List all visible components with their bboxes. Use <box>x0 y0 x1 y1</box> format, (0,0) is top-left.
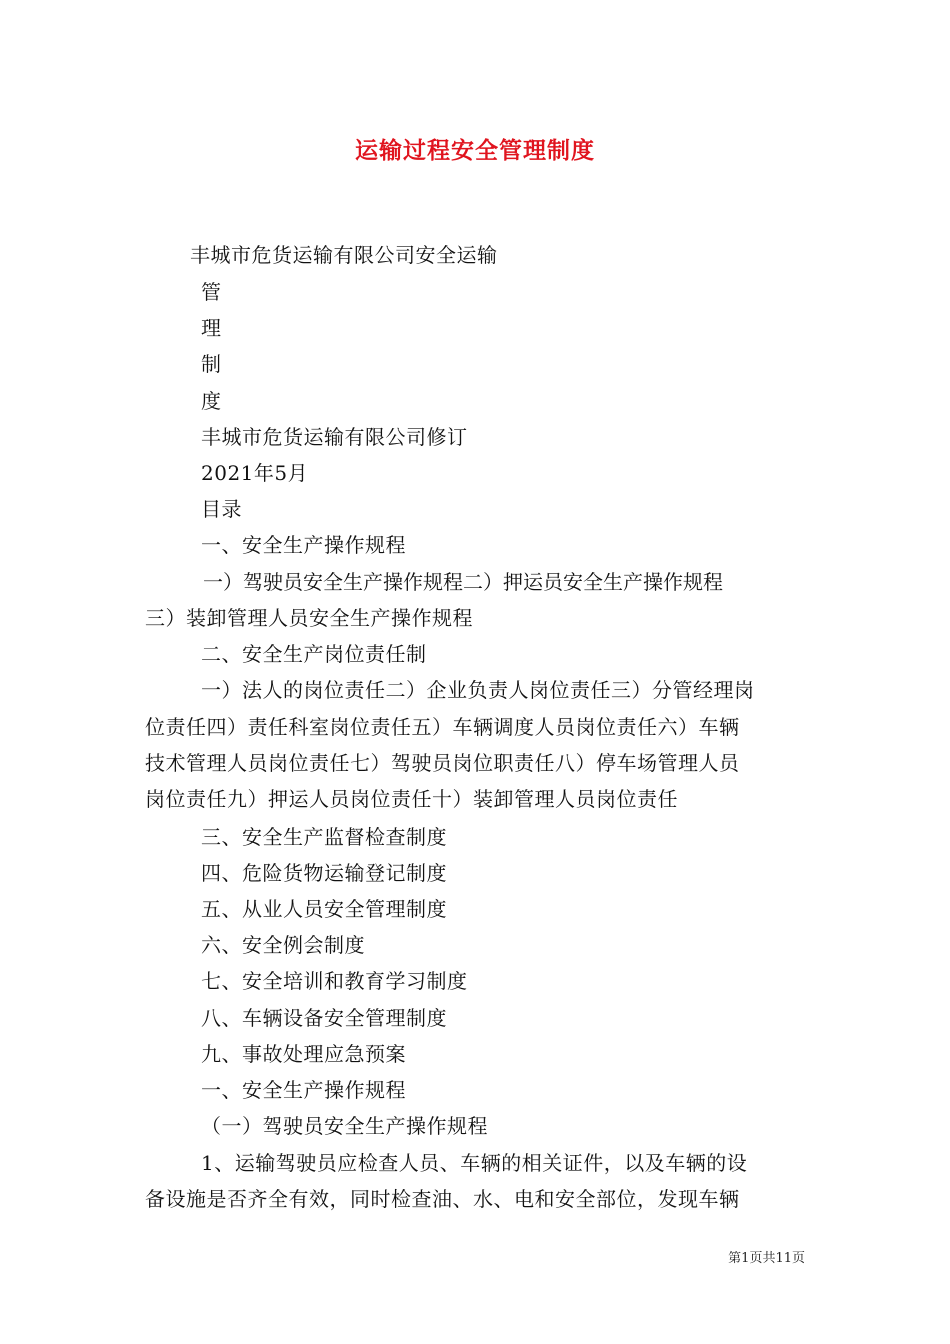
body-paragraph-line: 备设施是否齐全有效，同时检查油、水、电和安全部位，发现车辆 <box>145 1187 740 1211</box>
vertical-char-2: 理 <box>201 316 222 340</box>
toc-paragraph-line <box>203 570 806 594</box>
vertical-char-1: 管 <box>201 280 222 304</box>
toc-paragraph-line: 一）法人的岗位责任二）企业负责人岗位责任三）分管经理岗 <box>201 678 755 702</box>
toc-item: 九、事故处理应急预案 <box>201 1042 406 1066</box>
toc-item: 七、安全培训和教育学习制度 <box>201 969 468 993</box>
page-number: 第1页共11页 <box>728 1251 805 1266</box>
subsection-heading: （一）驾驶员安全生产操作规程 <box>201 1114 488 1138</box>
toc-item: 二、安全生产岗位责任制 <box>201 642 427 666</box>
document-title: 运输过程安全管理制度 <box>355 137 595 164</box>
toc-paragraph-line: 岗位责任九）押运人员岗位责任十）装卸管理人员岗位责任 <box>145 787 678 811</box>
toc-item: 八、车辆设备安全管理制度 <box>201 1006 447 1030</box>
vertical-char-4: 度 <box>201 389 222 413</box>
toc-text: 一）驾驶员安全生产操作规程二）押运员安全生产操作规程 <box>203 570 723 594</box>
toc-item: 三、安全生产监督检查制度 <box>201 825 447 849</box>
section-heading: 一、安全生产操作规程 <box>201 1078 406 1102</box>
company-heading: 丰城市危货运输有限公司安全运输 <box>190 243 498 267</box>
toc-item: 六、安全例会制度 <box>201 933 365 957</box>
toc-item: 一、安全生产操作规程 <box>201 533 406 557</box>
toc-item: 四、危险货物运输登记制度 <box>201 861 447 885</box>
toc-paragraph-line: 位责任四）责任科室岗位责任五）车辆调度人员岗位责任六）车辆 <box>145 715 740 739</box>
revision-line: 丰城市危货运输有限公司修订 <box>201 425 468 449</box>
toc-paragraph-line: 三）装卸管理人员安全生产操作规程 <box>145 606 473 630</box>
date-line: 2021年5月 <box>201 461 309 485</box>
vertical-char-3: 制 <box>201 352 222 376</box>
toc-heading: 目录 <box>201 497 242 521</box>
body-paragraph-line: 1、运输驾驶员应检查人员、车辆的相关证件，以及车辆的设 <box>201 1151 748 1175</box>
toc-item: 五、从业人员安全管理制度 <box>201 897 447 921</box>
toc-paragraph-line: 技术管理人员岗位责任七）驾驶员岗位职责任八）停车场管理人员 <box>145 751 740 775</box>
